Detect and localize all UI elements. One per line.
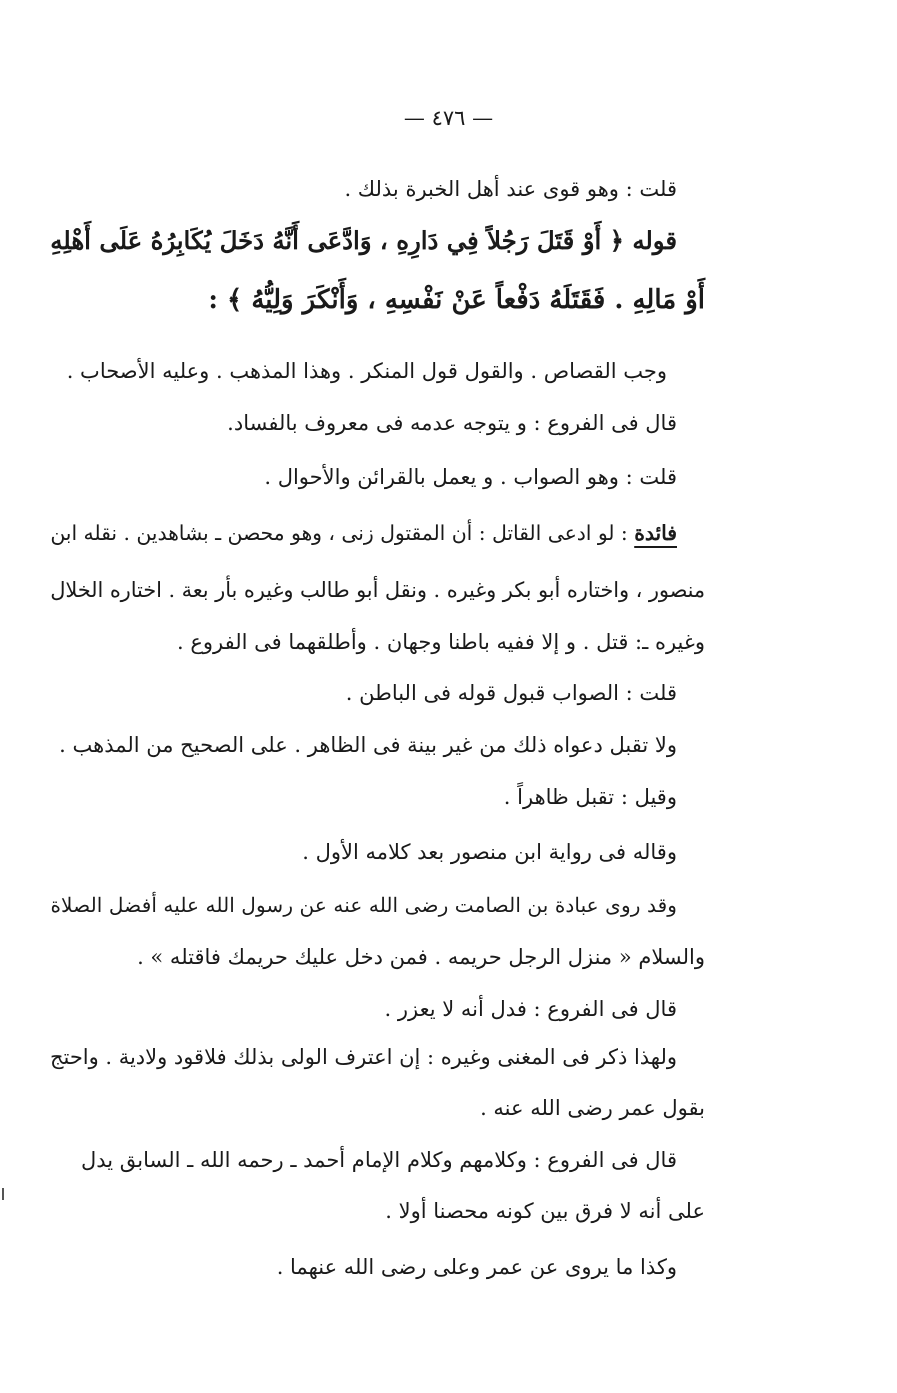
text-line: وكذا ما يروى عن عمر وعلى رضى الله عنهما . [276,1255,677,1279]
text-line: قال فى الفروع : و يتوجه عدمه فى معروف بالفساد. [227,411,677,435]
text-line: وقيل : تقبل ظاهراً . [503,785,677,809]
text-line: ولا تقبل دعواه ذلك من غير بينة فى الظاهر . على الصحيح من المذهب . [59,733,677,757]
text-line: منصور ، واختاره أبو بكر وغيره . ونقل أبو طالب وغيره بأر بعة . اختاره الخلال [50,578,705,602]
text-line: وغيره ـ: قتل . و إلا ففيه باطنا وجهان . وأطلقهما فى الفروع . [176,630,705,654]
text-line: والسلام « منزل الرجل حريمه . فمن دخل عليك حريمك فاقتله » . [137,945,705,969]
text-line [50,518,677,548]
margin-mark [2,1188,4,1200]
text-line: على أنه لا فرق بين كونه محصنا أولا . [385,1199,705,1223]
quoted-verse-line: قوله ﴿ أَوْ قَتَلَ رَجُلاً فِي دَارِهِ ، وَادَّعَى أَنَّهُ دَخَلَ يُكَابِرُهُ عَلَى أَهْلِهِ [50,226,677,255]
text-line: قلت : الصواب قبول قوله فى الباطن . [345,681,677,705]
text-line: قال فى الفروع : فدل أنه لا يعزر . [384,997,677,1021]
text-line: وقد روى عبادة بن الصامت رضى الله عنه عن رسول الله عليه أفضل الصلاة [50,893,677,917]
text-line: بقول عمر رضى الله عنه . [480,1096,705,1120]
text-line: وقاله فى رواية ابن منصور بعد كلامه الأول . [302,840,677,864]
note-text: : لو ادعى القاتل : أن المقتول زنى ، وهو محصن ـ بشاهدين . نقله ابن [50,521,635,545]
note-label: فائدة [634,521,677,545]
text-line: قال فى الفروع : وكلامهم وكلام الإمام أحمد ـ رحمه الله ـ السابق يدل [80,1148,677,1172]
quoted-verse-line: أَوْ مَالِهِ . فَقَتَلَهُ دَفْعاً عَنْ نَفْسِهِ ، وَأَنْكَرَ وَلِيُّهُ ﴾ : [208,285,705,315]
text-line: قلت : وهو قوى عند أهل الخبرة بذلك . [344,177,677,201]
text-line: وجب القصاص . والقول قول المنكر . وهذا المذهب . وعليه الأصحاب . [66,359,667,383]
text-line: ولهذا ذكر فى المغنى وغيره : إن اعترف الولى بذلك فلاقود ولادية . واحتج [49,1045,677,1069]
page-number: — ٤٧٦ — [403,106,494,130]
text-line: قلت : وهو الصواب . و يعمل بالقرائن والأحوال . [264,465,677,489]
